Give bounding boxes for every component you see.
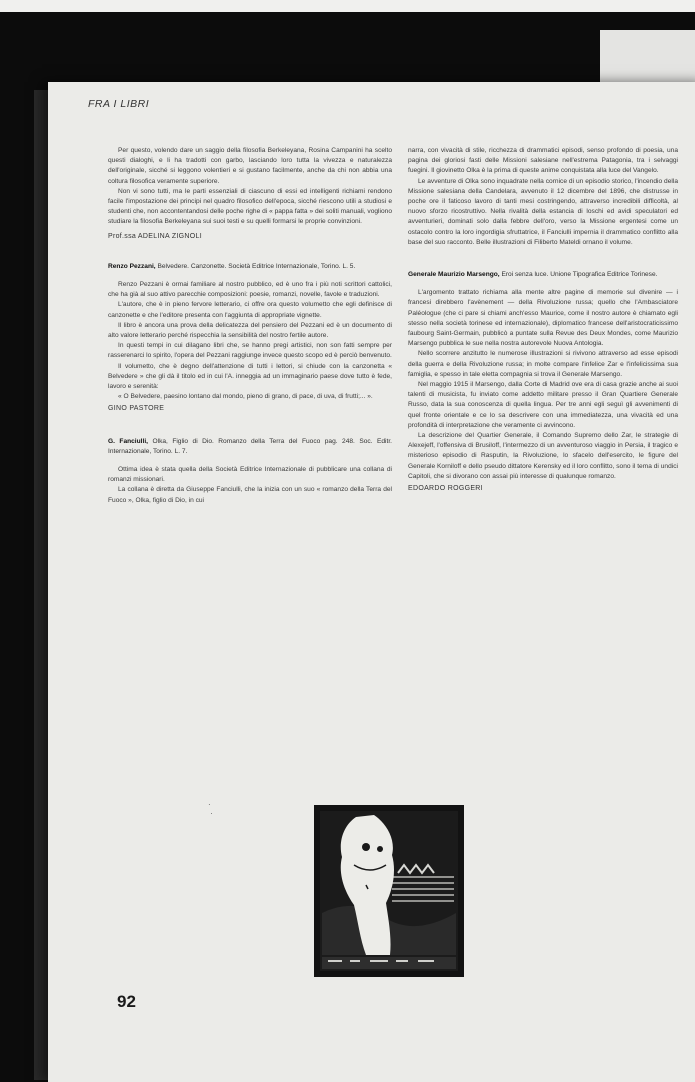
paragraph: Le avventure di Olka sono inquadrate nella cornice di un episodio storico, l'incendio della Missione salesiana della Candelara, avvenuto il 12 dicembre del 1896, che distrusse in poche ore il faticoso lavoro di tanti mesi costringendo, attraverso incredibili difficoltà, al nuovo sforzo ricostruttivo. Nella rivalità della estancia di loschi ed avidi speculatori ed avventurieri, dominati solo dalla febbre dell'oro, verso la Missione ergentesi come un ostacolo contro la loro ingordigia sfruttatrice, il Fanciulli impernia il drammatico conflitto alla base del suo racconto. Belle illustrazioni di Filiberto Mateldi ornano il volume. [408, 177, 678, 246]
paragraph: La collana è diretta da Giuseppe Fanciulli, che la inizia con un suo « romanzo della Terra del Fuoco », Olka, figlio di Dio, in cui [108, 486, 392, 504]
review-biblio: Olka, Figlio di Dio. Romanzo della Terra del Fuoco pag. 248. Soc. Editr. Internazionale, Torino. L. 7. [108, 437, 392, 455]
paragraph: L'argomento trattato richiama alla mente altre pagine di memorie sul divenire — i francesi direbbero l'avènement — della Rivoluzione russa; quello che l'Ambasciatore Paléologue (che ci pare si chiami anch'esso Maurice, come il nostro autore è chiamato egli stesso nella società torinese ed internazionale), diplomatico francese dell'aristocraticissimo faubourg Saint-Germain, pubblicò a puntate sulla Revue des Deux Mondes, come Maurizio Marsengo pubblica le sue nella nostra autorevole Nuova Antologia. [408, 289, 678, 348]
running-header: FRA I LIBRI [88, 98, 150, 110]
review-heading [108, 262, 392, 272]
scan-top-band [0, 0, 695, 12]
scan-right-strip [600, 30, 695, 82]
paragraph: « O Belvedere, paesino lontano dal mondo, pieno di grano, di pace, di uva, di frutti;... ». [118, 393, 373, 401]
paragraph: Il volumetto, che è degno dell'attenzione di tutti i lettori, si chiude con la canzonetta « Belvedere » che gli dà il titolo ed in cui l'A. inneggia ad un immaginario paese dove tutto è fede, lavoro e serenità: [108, 362, 392, 391]
paragraph: Nel maggio 1915 il Marsengo, dalla Corte di Madrid ove era di casa grazie anche ai suoi talenti di musicista, fu inviato come addetto militare presso il Gran Quartiere Generale Russo, data la sua conoscenza di quella lingua. Per tre anni egli seguì gli avvenimenti di quel fronte orientale e ce lo sa descrivere con una immediatezza, una vivacità ed una profondità di interpretazione che veramente ci avvincono. [408, 381, 678, 429]
review-heading [108, 437, 392, 457]
paragraph: Ottima idea è stata quella della Società Editrice Internazionale di pubblicare una collana di romanzi missionari. [108, 466, 392, 484]
page-number: 92 [117, 992, 136, 1011]
review-heading [408, 270, 678, 280]
print-specks: · · [208, 800, 213, 818]
paragraph: Non vi sono tutti, ma le parti essenziali di ciascuno di essi ed intelligenti richiami rendono facile l'impostazione dei principi nel quadro filosofico dell'epoca, sicché riescono utili a studiosi e studenti che, non accontentandosi delle poche righe di « pappa fatta » dei soliti manuali, vogliono studiare la filosofia Berkeleyana sui suoi testi e su quelli formarsi le proprie convinzioni. [108, 187, 392, 226]
page-spine-edge [34, 90, 48, 1080]
review-biblio: Belvedere. Canzonette. Società Editrice Internazionale, Torino. L. 5. [157, 262, 356, 270]
paragraph: L'autore, che è in pieno fervore letterario, ci offre ora questo volumetto che egli definisce di canzonette e che l'editore presenta con l'aggiunta di appropriate vignette. [108, 301, 392, 319]
paragraph: Il libro è ancora una prova della delicatezza del pensiero del Pezzani ed è un documento di alto valore letterario perché rispecchia la sensibilità del nostro fertile autore. [108, 321, 392, 340]
paragraph: In questi tempi in cui dilagano libri che, se hanno pregi artistici, non son fatti sempre per rasserenarci lo spirito, l'opera del Pezzani raggiunge invece questo scopo ed è perciò benvenuto. [108, 342, 392, 360]
woodcut-figure-image [314, 805, 464, 977]
woodcut-illustration [314, 805, 464, 977]
left-column [108, 146, 392, 506]
paragraph: La descrizione del Quartier Generale, il Comando Supremo dello Zar, le strategie di Alexejeff, l'offensiva di Brusiloff, l'intermezzo di un avventuroso viaggio in Persia, il tragico e misterioso episodio di Rasputin, la Rivoluzione, lo sfacelo dell'esercito, le figure del Generale Korniloff e dello pseudo dittatore Kerensky ed il loro conflitto, sono il tema di undici Capitoli, che si divorano con assai più interesse di qualunque romanzo. [408, 432, 678, 480]
right-column [408, 146, 678, 494]
signature: Prof.ssa ADELINA ZIGNOLI [108, 232, 202, 240]
review-author: G. Fanciulli, [108, 437, 148, 445]
paragraph: Renzo Pezzani è ormai familiare al nostro pubblico, ed è uno fra i più noti scrittori cattolici, che ha già al suo attivo parecchie composizioni: poesie, romanzi, novelle, favole e traduzioni. [108, 281, 392, 299]
review-author: Generale Maurizio Marsengo, [408, 271, 500, 279]
signature: GINO PASTORE [108, 405, 165, 413]
paragraph: Per questo, volendo dare un saggio della filosofia Berkeleyana, Rosina Campanini ha scelto questi dialoghi, e li ha tradotti con garbo, lasciando loro tutta la vivezza e naturalezza dell'originale, sicché si leggono volentieri e si gustano facilmente, anche da chi non abbia una coltura filosofica veramente superiore. [108, 147, 392, 185]
paragraph: narra, con vivacità di stile, ricchezza di drammatici episodi, senso profondo di poesia, una pagina dei gloriosi fasti delle Missioni salesiane nell'estrema Patagonia, tra i selvaggi fuegini. Il giovinetto Olka è la prima di queste anime conquistata alla luce del Vangelo. [408, 147, 678, 175]
review-biblio: Eroi senza luce. Unione Tipografica Editrice Torinese. [501, 271, 658, 279]
signature: EDOARDO ROGGERI [408, 485, 483, 493]
paragraph: Nello scorrere anzitutto le numerose illustrazioni si rivivono attraverso ad esse episodi della guerra e della Rivoluzione russa; in molte compare l'infelice Zar e l'infelicissima sua famiglia, e spesso in tale eletta compagnia si trova il Generale Marsengo. [408, 350, 678, 378]
review-author: Renzo Pezzani, [108, 262, 156, 270]
